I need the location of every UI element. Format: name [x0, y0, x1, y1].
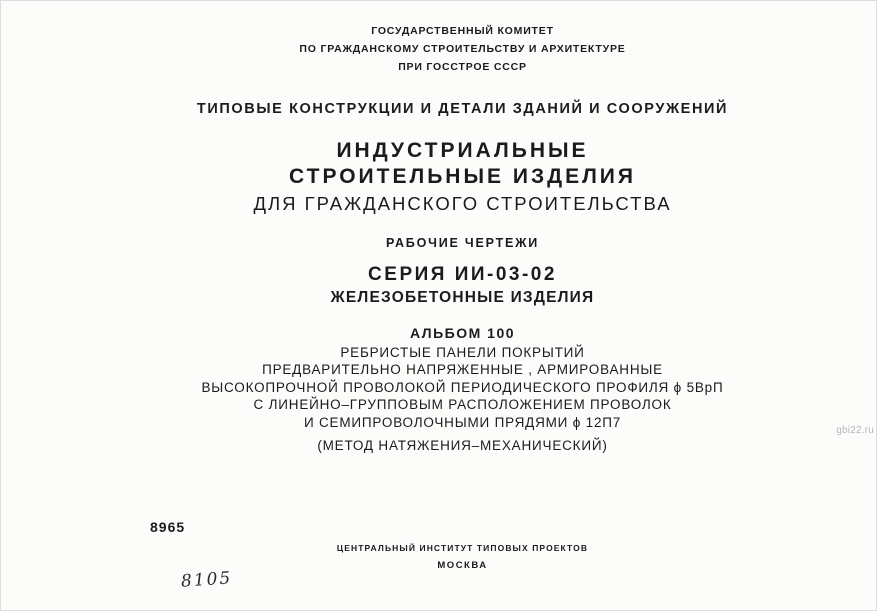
publisher	[48, 540, 877, 574]
title-line-3: ДЛЯ ГРАЖДАНСКОГО СТРОИТЕЛЬСТВА	[253, 193, 672, 214]
committee-line-2: ПО ГРАЖДАНСКОМУ СТРОИТЕЛЬСТВУ И АРХИТЕКТУРЕ	[299, 43, 626, 55]
album-line-1: РЕБРИСТЫЕ ПАНЕЛИ ПОКРЫТИЙ	[340, 344, 585, 360]
site-watermark: gbi22.ru	[836, 425, 874, 436]
album-line-4: С ЛИНЕЙНО–ГРУППОВЫМ РАСПОЛОЖЕНИЕМ ПРОВОЛОК	[253, 397, 672, 412]
title-line-2: СТРОИТЕЛЬНЫЕ ИЗДЕЛИЯ	[289, 165, 636, 188]
tensioning-method: (МЕТОД НАТЯЖЕНИЯ–МЕХАНИЧЕСКИЙ)	[317, 438, 608, 453]
series-subtitle: ЖЕЛЕЗОБЕТОННЫЕ ИЗДЕЛИЯ	[330, 289, 595, 306]
institute-name: ЦЕНТРАЛЬНЫЙ ИНСТИТУТ ТИПОВЫХ ПРОЕКТОВ	[336, 543, 589, 553]
document-type-label: РАБОЧИЕ ЧЕРТЕЖИ	[385, 236, 540, 250]
series-number: СЕРИЯ ИИ-03-02	[368, 264, 557, 285]
title-line-1: ИНДУСТРИАЛЬНЫЕ	[336, 139, 589, 162]
album-line-2: ПРЕДВАРИТЕЛЬНО НАПРЯЖЕННЫЕ , АРМИРОВАННЫЕ	[262, 362, 663, 377]
publisher-city: МОСКВА	[437, 560, 488, 571]
document-title	[48, 138, 877, 217]
order-number: 8965	[150, 519, 186, 535]
issuing-committee	[48, 22, 877, 76]
album-line-5: И СЕМИПРОВОЛОЧНЫМИ ПРЯДЯМИ ϕ 12П7	[303, 414, 622, 430]
album-description	[48, 325, 877, 455]
handwritten-inventory-mark: 8105	[180, 568, 233, 592]
series-banner: ТИПОВЫЕ КОНСТРУКЦИИ И ДЕТАЛИ ЗДАНИЙ И СООРУЖЕНИЙ	[196, 101, 729, 117]
committee-line-1: ГОСУДАРСТВЕННЫЙ КОМИТЕТ	[371, 25, 554, 37]
series-designation	[48, 263, 877, 309]
album-line-3: ВЫСОКОПРОЧНОЙ ПРОВОЛОКОЙ ПЕРИОДИЧЕСКОГО ПРОФИЛЯ ϕ 5ВрП	[201, 379, 724, 395]
committee-line-3: ПРИ ГОССТРОЕ СССР	[398, 61, 527, 73]
album-number: АЛЬБОМ 100	[409, 325, 516, 341]
